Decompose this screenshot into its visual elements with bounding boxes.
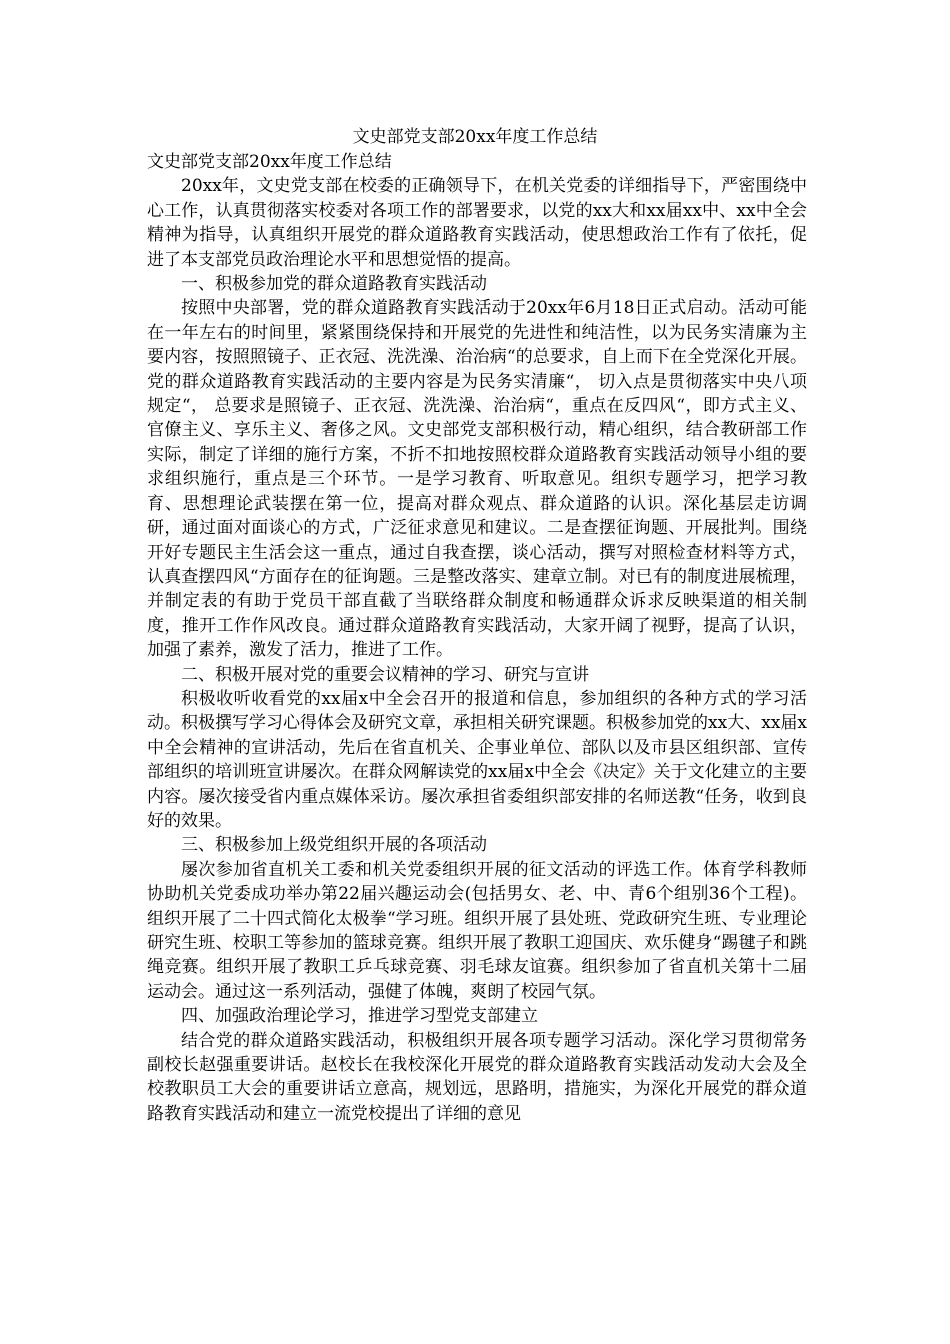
section-3-heading: 三、积极参加上级党组织开展的各项活动 [181, 835, 487, 856]
section-4-heading: 四、加强政治理论学习，推进学习型党支部建立 [181, 1006, 538, 1027]
section-3-body: 屡次参加省直机关工委和机关党委组织开展的征文活动的评选工作。体育学科教师协助机关党委成功举办第22届兴趣运动会(包括男女、老、中、青6个组别36个工程)。组织开展了二十四式简化太极拳“学习班。组织开展了县处班、党政研究生班、专业理论研究生班、校职工等参加的篮球竞赛。组织开展了教职工迎国庆、欢乐健身“踢毽子和跳绳竞赛。组织开展了教职工乒乓球竞赛、羽毛球友谊赛。组织参加了省直机关第十二届运动会。通过这一系列活动，强健了体魄，爽朗了校园气氛。 [147, 859, 807, 1002]
section-2-heading: 二、积极开展对党的重要会议精神的学习、研究与宣讲 [181, 664, 589, 685]
section-1-body: 按照中央部署，党的群众道路教育实践活动于20xx年6月18日正式启动。活动可能在一年左右的时间里，紧紧围绕保持和开展党的先进性和纯洁性，以为民务实清廉为主要内容，按照照镜子、正衣冠、洗洗澡、治治病“的总要求，自上而下在全党深化开展。党的群众道路教育实践活动的主要内容是为民务实清廉“， 切入点是贯彻落实中央八项规定“， 总要求是照镜子、正衣冠、洗洗澡、治治病“，重点在反四风“，即方式主义、官僚主义、享乐主义、奢侈之风。文史部党支部积极行动，精心组织，结合教研部工作实际，制定了详细的施行方案，不折不扣地按照校群众道路教育实践活动领导小组的要求组织施行，重点是三个环节。一是学习教育、听取意见。组织专题学习，把学习教育、思想理论武装摆在第一位，提高对群众观点、群众道路的认识。深化基层走访调研，通过面对面谈心的方式，广泛征求意见和建议。二是查摆征询题、开展批判。围绕开好专题民主生活会这一重点，通过自我查摆，谈心活动，撰写对照检查材料等方式，认真查摆四风“方面存在的征询题。三是整改落实、建章立制。对已有的制度进展梳理，并制定表的有助于党员干部直截了当联络群众制度和畅通群众诉求反映渠道的相关制度，推开工作作风改良。通过群众道路教育实践活动，大家开阔了视野，提高了认识，加强了素养，激发了活力，推进了工作。 [147, 298, 807, 661]
document-subtitle: 文史部党支部20xx年度工作总结 [147, 152, 392, 172]
document-title: 文史部党支部20xx年度工作总结 [352, 127, 598, 147]
section-4-body: 结合党的群众道路实践活动，积极组织开展各项专题学习活动。深化学习贯彻常务副校长赵强重要讲话。赵校长在我校深化开展党的群众道路教育实践活动发动大会及全校教职员工大会的重要讲话立意高，规划远，思路明，措施实，为深化开展党的群众道路教育实践活动和建立一流党校提出了详细的意见 [147, 1030, 807, 1124]
section-1-heading: 一、积极参加党的群众道路教育实践活动 [181, 274, 487, 295]
document-body [147, 150, 807, 1126]
section-2-body: 积极收听收看党的xx届x中全会召开的报道和信息，参加组织的各种方式的学习活动。积极撰写学习心得体会及研究文章，承担相关研究课题。积极参加党的xx大、xx届x中全会精神的宣讲活动，先后在省直机关、企事业单位、部队以及市县区组织部、宣传部组织的培训班宣讲屡次。在群众网解读党的xx届x中全会《决定》关于文化建立的主要内容。屡次接受省内重点媒体采访。屡次承担省委组织部安排的名师送教“任务，收到良好的效果。 [147, 688, 807, 831]
intro-paragraph: 20xx年，文史党支部在校委的正确领导下，在机关党委的详细指导下，严密围绕中心工作，认真贯彻落实校委对各项工作的部署要求，以党的xx大和xx届xx中、xx中全会精神为指导，认真组织开展党的群众道路教育实践活动，使思想政治工作有了依托，促进了本支部党员政治理论水平和思想觉悟的提高。 [147, 176, 807, 270]
